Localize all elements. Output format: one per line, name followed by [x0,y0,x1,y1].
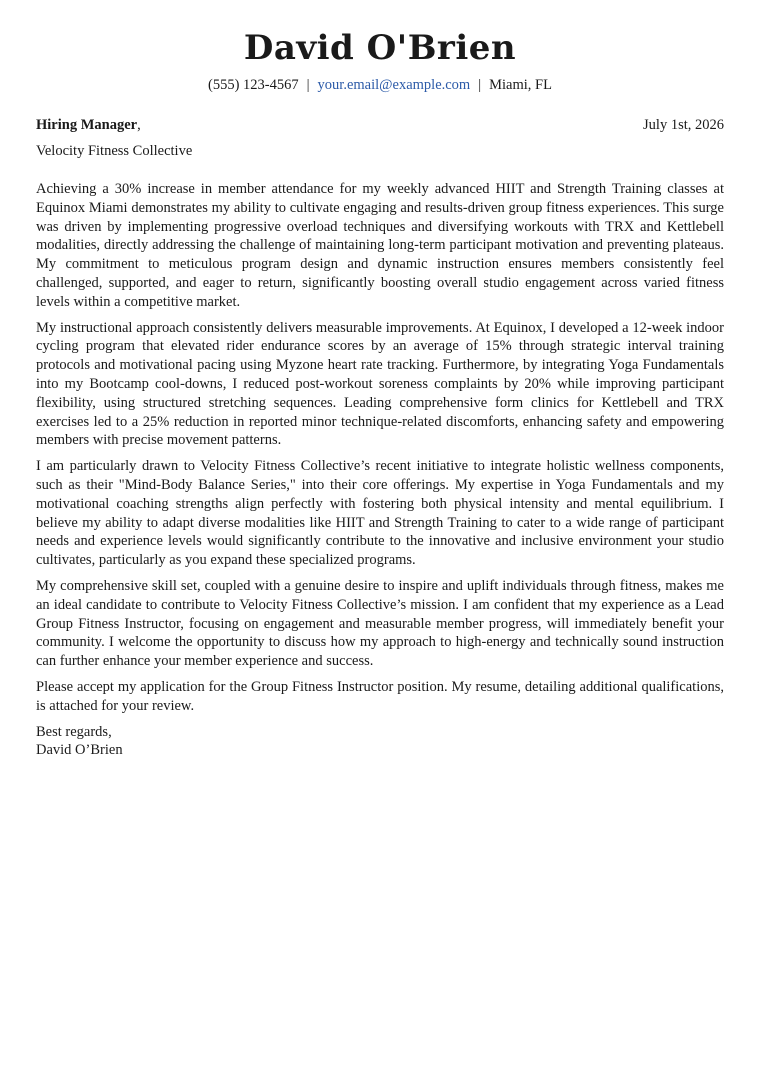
recipient-company: Velocity Fitness Collective [36,143,193,159]
email-link[interactable]: your.email@example.com [317,77,471,93]
body-paragraph: Achieving a 30% increase in member attendance for my weekly advanced HIIT and Strength Training classes at Equinox Miami demonstrates my ability to cultivate engaging and results-driven group fitness experiences. This surge was driven by implementing progressive overload techniques and diversifying workouts with TRX and Kettlebell modalities, directly addressing the challenge of maintaining long-term participant motivation and preventing plateaus. My commitment to meticulous program design and dynamic instruction ensures members consistently feel challenged, supported, and eager to return, significantly boosting overall studio engagement across varied fitness levels within a competitive market. [36,181,724,310]
signature-name: David O’Brien [36,742,123,759]
recipient-line [36,116,141,135]
closing-salutation: Best regards, [36,723,112,740]
location: Miami, FL [489,77,552,93]
recipient-name-suffix: , [137,117,141,133]
body-paragraph: Please accept my application for the Group Fitness Instructor position. My resume, detailing additional qualifications, is attached for your review. [36,678,724,714]
body-paragraph: My comprehensive skill set, coupled with a genuine desire to inspire and uplift individuals through fitness, makes me an ideal candidate to contribute to Velocity Fitness Collective’s mission. I am confident that my experience as a Lead Group Fitness Instructor, focusing on engagement and measurable member progress, will immediately benefit your community. I welcome the opportunity to discuss how my approach to high-energy and technically sound instruction can further enhance your member experience and success. [36,577,724,670]
recipient-name: Hiring Manager [36,117,138,133]
applicant-name: David O'Brien [243,28,517,68]
body-paragraph: My instructional approach consistently delivers measurable improvements. At Equinox, I developed a 12-week indoor cycling program that elevated rider endurance scores by an average of 15% through strategic interval training protocols and motivational pacing using Myzone heart rate tracking. Furthermore, by integrating Yoga Fundamentals into my Bootcamp cool-downs, I reduced post-workout soreness complaints by 20% while improving participant flexibility, using structured stretching sequences. Leading comprehensive form clinics for Kettlebell and TRX exercises led to a 25% reduction in reported minor technique-related discomforts, enhancing safety and empowering members with precise movement patterns. [36,319,724,449]
phone-number: (555) 123-4567 [208,77,299,93]
contact-line [36,76,724,94]
letter-body [36,180,724,716]
letter-closing [36,723,724,761]
contact-separator: | [306,77,310,93]
recipient-date-row [36,116,724,135]
contact-separator: | [478,77,482,93]
body-paragraph: I am particularly drawn to Velocity Fitness Collective’s recent initiative to integrate holistic wellness components, such as their "Mind-Body Balance Series," into their core offerings. My expertise in Yoga Fundamentals and my motivational coaching strengths align perfectly with fostering both physical intensity and mental equilibrium. I believe my ability to adapt diverse modalities like HIIT and Strength Training to cater to a wide range of participant needs and experience levels would significantly contribute to the innovative and inclusive environment your studio cultivates, particularly as you expand these specialized programs. [36,458,724,569]
letter-date: July 1st, 2026 [643,117,724,133]
cover-letter-page [36,0,724,760]
